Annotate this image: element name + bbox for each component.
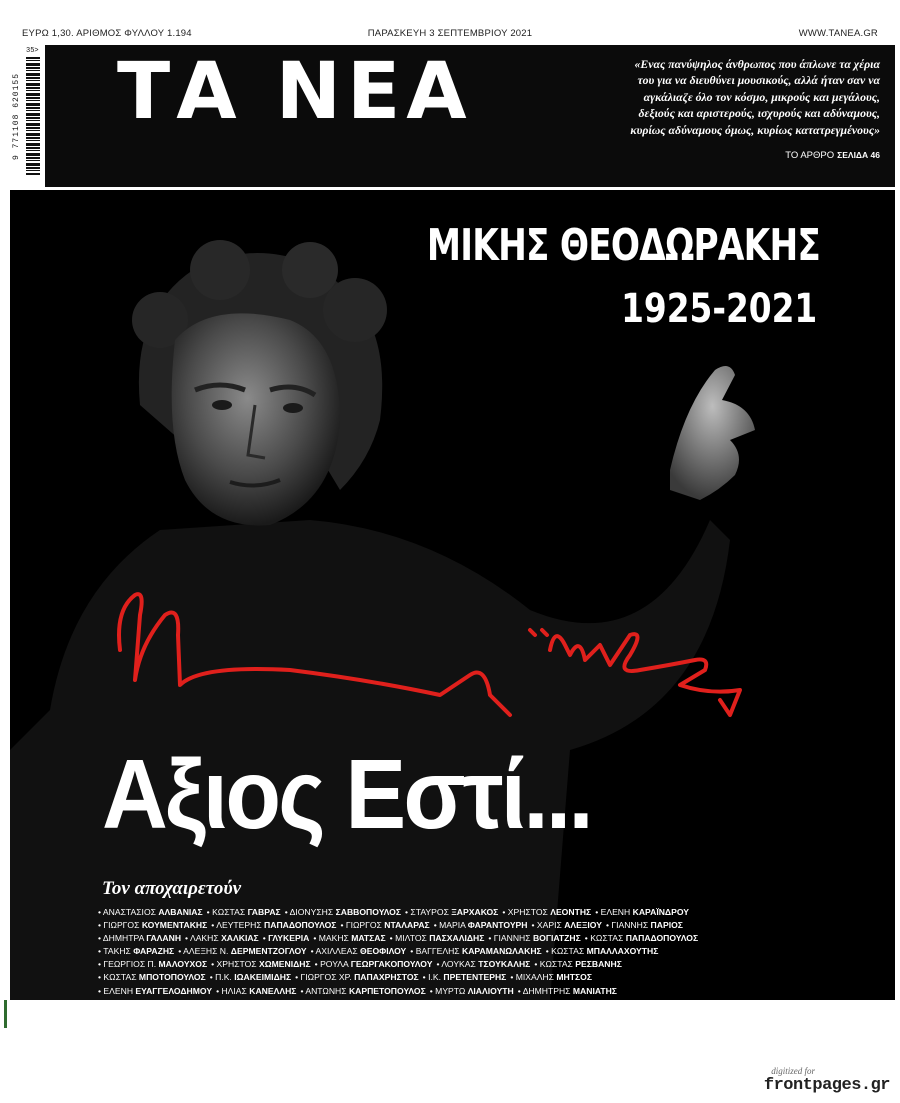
last-name: ΜΠΟΤΟΠΟΥΛΟΣ bbox=[138, 972, 206, 983]
farewell-name bbox=[434, 920, 528, 930]
farewell-name bbox=[98, 972, 206, 982]
farewell-name bbox=[510, 972, 592, 982]
farewell-names-list bbox=[98, 906, 818, 1011]
farewell-name bbox=[98, 946, 174, 956]
names-row bbox=[98, 958, 818, 971]
last-name: ΠΑΠΑΧΡΗΣΤΟΣ bbox=[354, 972, 419, 983]
first-name: ΑΝΑΣΤΑΣΙΟΣ bbox=[102, 907, 159, 917]
barcode-issue: 35> bbox=[26, 47, 39, 55]
last-name: ΠΑΠΑΚΩΣΤΑ bbox=[236, 998, 291, 1009]
first-name: ΧΡΗΣΤΟΣ bbox=[507, 907, 551, 917]
last-name: ΧΑΡΑΛΑΜΠΑΚΗΣ bbox=[415, 998, 488, 1009]
last-name: ΑΛΒΑΝΙΑΣ bbox=[158, 907, 203, 917]
last-name: ΚΟΥΜΕΝΤΑΚΗΣ bbox=[141, 920, 208, 931]
farewell-name bbox=[488, 933, 580, 943]
quote-ref-page: ΣΕΛΙΔΑ 46 bbox=[837, 150, 880, 160]
first-name: Ι.Κ. bbox=[428, 972, 444, 983]
first-name: ΚΑΡΟΛΙΝΑ bbox=[190, 998, 237, 1009]
barcode bbox=[10, 47, 42, 185]
first-name: ΜΙΛΤΟΣ bbox=[395, 933, 430, 944]
last-name: ΓΛΥΚΕΡΙΑ bbox=[268, 933, 310, 944]
last-name: ΠΑΡΙΟΣ bbox=[650, 920, 683, 931]
first-name: ΚΩΣΤΑΣ bbox=[103, 972, 139, 983]
last-name: ΚΑΡΑΪΝΔΡΟΥ bbox=[632, 907, 690, 917]
first-name: ΗΛΙΑΣ bbox=[221, 985, 250, 996]
farewell-name bbox=[98, 986, 212, 996]
masthead-quote bbox=[505, 56, 880, 138]
first-name: ΧΑΡΙΣ bbox=[536, 920, 565, 931]
first-name: ΕΛΕΝΗ bbox=[600, 907, 633, 917]
farewell-name bbox=[211, 920, 336, 930]
last-name: ΧΡΥΣΑΝΘΗΣ bbox=[546, 998, 600, 1009]
last-name: ΠΑΠΑΔΟΠΟΥΛΟΣ bbox=[264, 920, 337, 931]
first-name: ΠΕΠΗ bbox=[299, 998, 327, 1009]
farewell-name bbox=[585, 933, 698, 943]
first-name: ΓΙΑΝΝΗΣ bbox=[611, 920, 651, 931]
first-name: ΒΑΓΓΕΛΗΣ bbox=[415, 946, 462, 957]
farewell-name bbox=[216, 986, 296, 996]
barcode-bars bbox=[26, 57, 40, 175]
last-name: ΤΣΟΥΚΑΛΗΣ bbox=[478, 959, 531, 970]
logo-box bbox=[45, 45, 895, 187]
last-name: ΒΟΓΙΑΤΖΗΣ bbox=[532, 933, 581, 944]
names-row bbox=[98, 945, 818, 958]
farewell-name bbox=[423, 972, 507, 982]
date-text: ΠΑΡΑΣΚΕΥΗ 3 ΣΕΠΤΕΜΒΡΙΟΥ 2021 bbox=[367, 28, 533, 39]
last-name: ΜΑΛΟΥΧΟΣ bbox=[158, 959, 208, 970]
first-name: ΛΑΚΗΣ bbox=[189, 933, 222, 944]
farewell-name bbox=[405, 907, 498, 917]
first-name: ΚΩΣΤΑΣ bbox=[590, 933, 626, 944]
last-name: ΡΑΓΚΟΥΣΗ bbox=[326, 998, 373, 1009]
farewell-name bbox=[98, 933, 181, 943]
names-row bbox=[98, 932, 818, 945]
last-name: ΓΑΒΡΑΣ bbox=[247, 907, 281, 917]
farewell-name bbox=[313, 933, 385, 943]
last-name: ΜΑΤΣΑΣ bbox=[351, 933, 386, 944]
last-name: ΠΑΠΑΔΟΠΟΥΛΟΣ bbox=[625, 933, 699, 944]
last-name: ΝΤΑΛΑΡΑΣ bbox=[384, 920, 430, 931]
farewell-name bbox=[436, 959, 530, 969]
farewell-name bbox=[377, 999, 488, 1009]
names-row bbox=[98, 985, 818, 998]
credit-site[interactable]: frontpages.gr bbox=[763, 1076, 890, 1095]
farewell-name bbox=[502, 907, 591, 917]
credit-caption: digitized for bbox=[771, 1066, 815, 1076]
first-name: ΑΛΕΞΗΣ Ν. bbox=[183, 946, 231, 957]
main-headline: Αξιος Εστί... bbox=[102, 739, 591, 849]
top-info-bar bbox=[22, 28, 878, 42]
first-name: ΔΗΜΗΤΡΗΣ bbox=[496, 998, 547, 1009]
farewell-name bbox=[207, 907, 281, 917]
names-row bbox=[98, 971, 818, 984]
last-name: ΧΑΛΚΙΑΣ bbox=[221, 933, 259, 944]
farewell-name bbox=[211, 959, 311, 969]
farewell-heading: Τον αποχαιρετούν bbox=[102, 878, 242, 899]
first-name: ΔΙΟΝΥΣΗΣ bbox=[289, 907, 336, 917]
farewell-name bbox=[98, 999, 181, 1009]
last-name: ΚΑΡΠΕΤΟΠΟΥΛΟΣ bbox=[348, 985, 426, 996]
first-name: ΔΗΜΗΤΡΗΣ bbox=[522, 985, 573, 996]
last-name: ΧΩΜΕΝΙΔΗΣ bbox=[259, 959, 311, 970]
first-name: ΤΖΙΝΑ bbox=[103, 998, 130, 1009]
last-name: ΑΛΕΞΙΟΥ bbox=[564, 920, 602, 931]
first-name: ΜΑΝΟΣ bbox=[381, 998, 416, 1009]
first-name: ΜΑΚΗΣ bbox=[318, 933, 352, 944]
headline-name: ΜΙΚΗΣ ΘΕΟΔΩΡΑΚΗΣ bbox=[426, 220, 820, 271]
farewell-name bbox=[311, 946, 407, 956]
farewell-name bbox=[295, 972, 419, 982]
last-name: ΛΕΟΝΤΗΣ bbox=[550, 907, 592, 917]
names-row bbox=[98, 998, 818, 1011]
farewell-name bbox=[532, 920, 602, 930]
headline-years: 1925-2021 bbox=[620, 286, 817, 332]
last-name: ΔΕΡΜΕΝΤΖΟΓΛΟΥ bbox=[230, 946, 307, 957]
first-name: ΓΙΩΡΓΟΣ bbox=[345, 920, 385, 931]
farewell-name bbox=[185, 933, 259, 943]
last-name: ΓΕΩΡΓΑΚΟΠΟΥΛΟΥ bbox=[350, 959, 433, 970]
names-row bbox=[98, 919, 818, 932]
last-name: ΜΑΝΙΑΤΗΣ bbox=[572, 985, 617, 996]
first-name: ΓΙΑΝΝΗΣ bbox=[493, 933, 533, 944]
last-name: ΚΑΝΕΛΛΗΣ bbox=[249, 985, 297, 996]
first-name: ΓΙΩΡΓΟΣ ΧΡ. bbox=[300, 972, 355, 983]
farewell-name bbox=[534, 959, 622, 969]
farewell-name bbox=[98, 907, 203, 917]
last-name: ΦΑΡΑΝΤΟΥΡΗ bbox=[467, 920, 528, 931]
first-name: Π.Κ. bbox=[215, 972, 235, 983]
farewell-name bbox=[315, 959, 433, 969]
price-issue-text: ΕΥΡΩ 1,30. ΑΡΙΘΜΟΣ ΦΥΛΛΟΥ 1.194 bbox=[22, 28, 192, 39]
first-name: ΜΙΧΑΛΗΣ bbox=[515, 972, 557, 983]
first-name: ΔΗΜΗΤΡΑ bbox=[102, 933, 147, 944]
first-name: ΜΥΡΤΩ bbox=[435, 985, 468, 996]
farewell-name bbox=[178, 946, 306, 956]
first-name: ΑΝΤΩΝΗΣ bbox=[305, 985, 349, 996]
farewell-name bbox=[98, 920, 207, 930]
last-name: ΞΑΡΧΑΚΟΣ bbox=[451, 907, 499, 917]
farewell-name bbox=[390, 933, 485, 943]
farewell-name bbox=[606, 920, 683, 930]
first-name: ΕΛΕΝΗ bbox=[103, 985, 136, 996]
last-name: ΣΑΒΒΟΠΟΥΛΟΣ bbox=[335, 907, 401, 917]
last-name: ΠΡΕΤΕΝΤΕΡΗΣ bbox=[443, 972, 507, 983]
first-name: ΤΑΚΗΣ bbox=[103, 946, 134, 957]
last-name: ΚΑΡΑΜΑΝΩΛΑΚΗΣ bbox=[462, 946, 542, 957]
barcode-digits: 9 771108 620155 bbox=[12, 72, 21, 160]
farewell-name bbox=[285, 907, 401, 917]
farewell-name bbox=[98, 959, 207, 969]
last-name: ΕΥΑΓΓΕΛΟΔΗΜΟΥ bbox=[135, 985, 213, 996]
first-name: ΜΑΡΙΑ bbox=[439, 920, 468, 931]
last-name: ΓΑΛΑΝΗ bbox=[146, 933, 182, 944]
first-name: ΚΩΣΤΑΣ bbox=[551, 946, 587, 957]
quote-page-reference[interactable] bbox=[785, 150, 880, 161]
quote-line: «Ενας πανύψηλος άνθρωπος που άπλωνε τα χέρια bbox=[634, 57, 880, 71]
first-name: ΓΕΩΡΓΙΟΣ Π. bbox=[103, 959, 159, 970]
farewell-name bbox=[263, 933, 310, 943]
farewell-name bbox=[300, 986, 425, 996]
farewell-name bbox=[210, 972, 291, 982]
last-name: ΠΑΣΧΑΛΙΔΗΣ bbox=[429, 933, 485, 944]
last-name: ΜΟΣΧΟΛΙΟΥ bbox=[130, 998, 182, 1009]
farewell-name bbox=[430, 986, 514, 996]
last-name: ΡΕΣΒΑΝΗΣ bbox=[575, 959, 622, 970]
last-name: ΘΕΟΦΙΛΟΥ bbox=[360, 946, 407, 957]
names-row bbox=[98, 906, 818, 919]
newspaper-logo: ΤΑ ΝΕΑ bbox=[117, 47, 473, 137]
first-name: ΡΟΥΛΑ bbox=[320, 959, 351, 970]
first-name: ΧΡΗΣΤΟΣ bbox=[216, 959, 260, 970]
scan-edge-mark bbox=[4, 1000, 7, 1028]
first-name: ΓΙΩΡΓΟΣ bbox=[103, 920, 142, 931]
masthead bbox=[10, 45, 895, 187]
quote-line: δεξιούς και αριστερούς, ισχυρούς και αδύναμους, bbox=[638, 106, 880, 121]
digitization-credit bbox=[764, 1066, 890, 1095]
farewell-name bbox=[492, 999, 600, 1009]
quote-ref-label: ΤΟ ΑΡΘΡΟ bbox=[785, 150, 835, 161]
first-name: ΚΩΣΤΑΣ bbox=[539, 959, 576, 970]
farewell-name bbox=[185, 999, 290, 1009]
first-name: ΣΤΑΥΡΟΣ bbox=[410, 907, 452, 917]
quote-line: του για να διευθύνει μουσικούς, αλλά ήταν σαν να bbox=[637, 73, 880, 88]
last-name: ΙΩΑΚΕΙΜΙΔΗΣ bbox=[234, 972, 292, 983]
farewell-name bbox=[340, 920, 429, 930]
first-name: ΚΩΣΤΑΣ bbox=[212, 907, 248, 917]
first-name: ΑΧΙΛΛΕΑΣ bbox=[315, 946, 361, 957]
last-name: ΛΙΑΛΙΟΥΤΗ bbox=[467, 985, 514, 996]
farewell-name bbox=[595, 907, 689, 917]
quote-line: κυρίως αδύναμους όμως, κυρίως κατατρεγμένους» bbox=[630, 122, 880, 137]
last-name: ΦΑΡΑΖΗΣ bbox=[133, 946, 175, 957]
website-link[interactable]: WWW.TANEA.GR bbox=[798, 28, 878, 39]
farewell-name bbox=[546, 946, 659, 956]
farewell-name bbox=[410, 946, 541, 956]
farewell-name bbox=[295, 999, 373, 1009]
signature-graphic bbox=[110, 575, 750, 745]
last-name: ΜΠΑΛΛΑΧΟΥΤΗΣ bbox=[586, 946, 659, 957]
first-name: ΛΕΥΤΕΡΗΣ bbox=[216, 920, 265, 931]
last-name: ΜΗΤΣΟΣ bbox=[556, 972, 593, 983]
cover-photo-area bbox=[10, 190, 895, 1009]
quote-line: αγκάλιαζε όλο τον κόσμο, μικρούς και μεγάλους, bbox=[643, 89, 880, 104]
first-name: ΛΟΥΚΑΣ bbox=[441, 959, 479, 970]
farewell-name bbox=[518, 986, 617, 996]
